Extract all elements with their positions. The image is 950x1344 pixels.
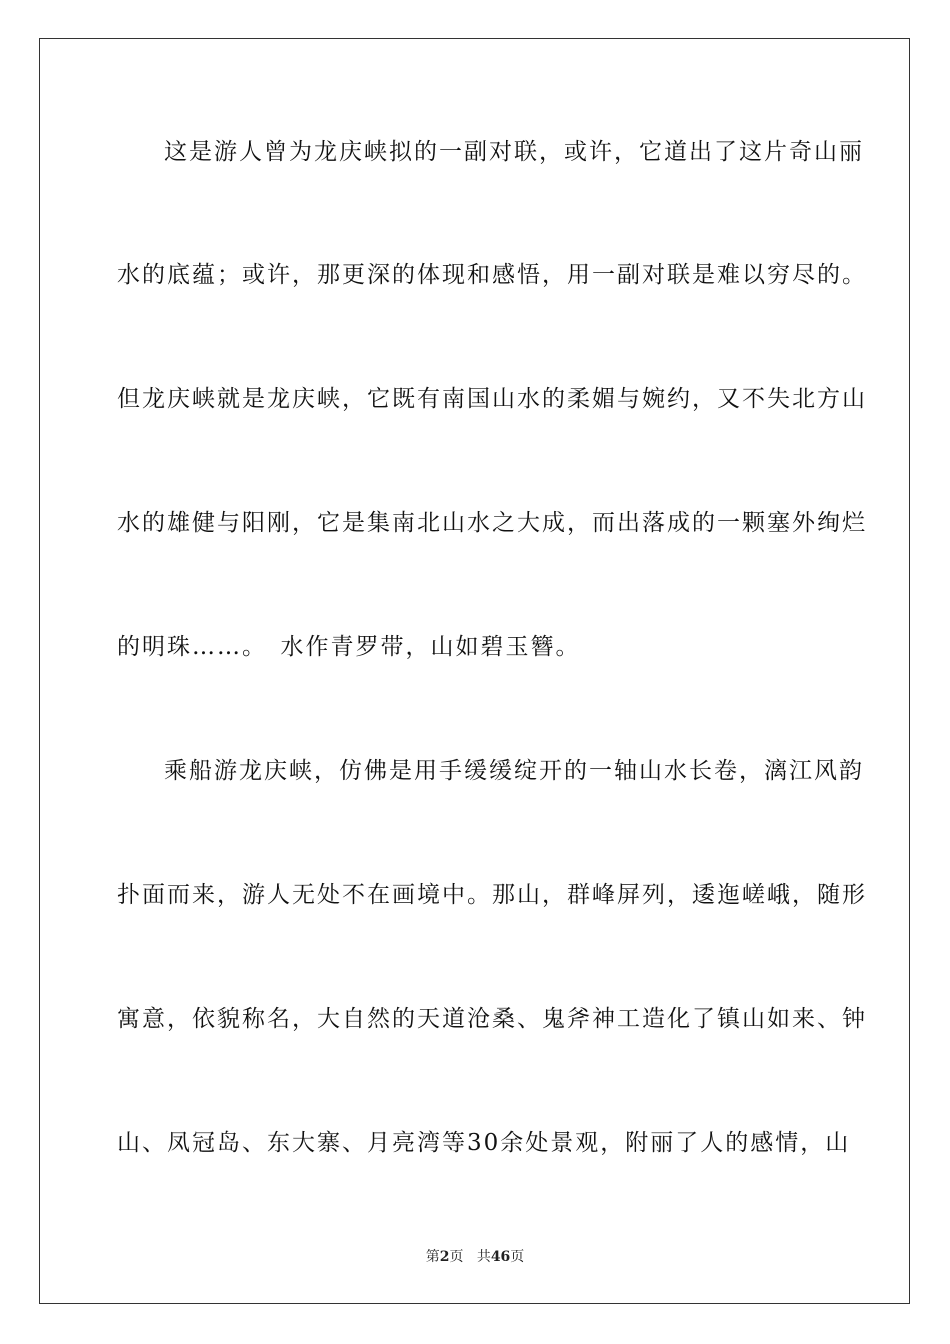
page-current: 2 (439, 1249, 450, 1265)
text-line-6: 乘船游龙庆峡，仿佛是用手缓缓绽开的一轴山水长卷，漓江风韵 (164, 758, 864, 784)
total-suffix: 页 (510, 1249, 525, 1265)
page-suffix: 页 (449, 1249, 464, 1265)
text-line-2: 水的底蕴；或许，那更深的体现和感悟，用一副对联是难以穷尽的。 (117, 262, 867, 288)
page-border (39, 38, 910, 1304)
text-line-9: 山、凤冠岛、东大寨、月亮湾等30余处景观，附丽了人的感情，山 (117, 1130, 851, 1156)
page-total: 46 (490, 1249, 511, 1265)
page-prefix: 第 (425, 1249, 440, 1265)
total-prefix: 共 (476, 1249, 491, 1265)
text-line-8: 寓意，依貌称名，大自然的天道沧桑、鬼斧神工造化了镇山如来、钟 (117, 1006, 867, 1032)
text-line-1: 这是游人曾为龙庆峡拟的一副对联，或许，它道出了这片奇山丽 (164, 139, 864, 165)
page-footer (0, 1247, 950, 1267)
text-line-5: 的明珠……。 水作青罗带，山如碧玉簪。 (117, 634, 581, 660)
text-line-4: 水的雄健与阳刚，它是集南北山水之大成，而出落成的一颗塞外绚烂 (117, 510, 867, 536)
text-line-3: 但龙庆峡就是龙庆峡，它既有南国山水的柔媚与婉约，又不失北方山 (117, 386, 867, 412)
text-line-7: 扑面而来，游人无处不在画境中。那山，群峰屏列，逶迤嵯峨，随形 (117, 882, 867, 908)
